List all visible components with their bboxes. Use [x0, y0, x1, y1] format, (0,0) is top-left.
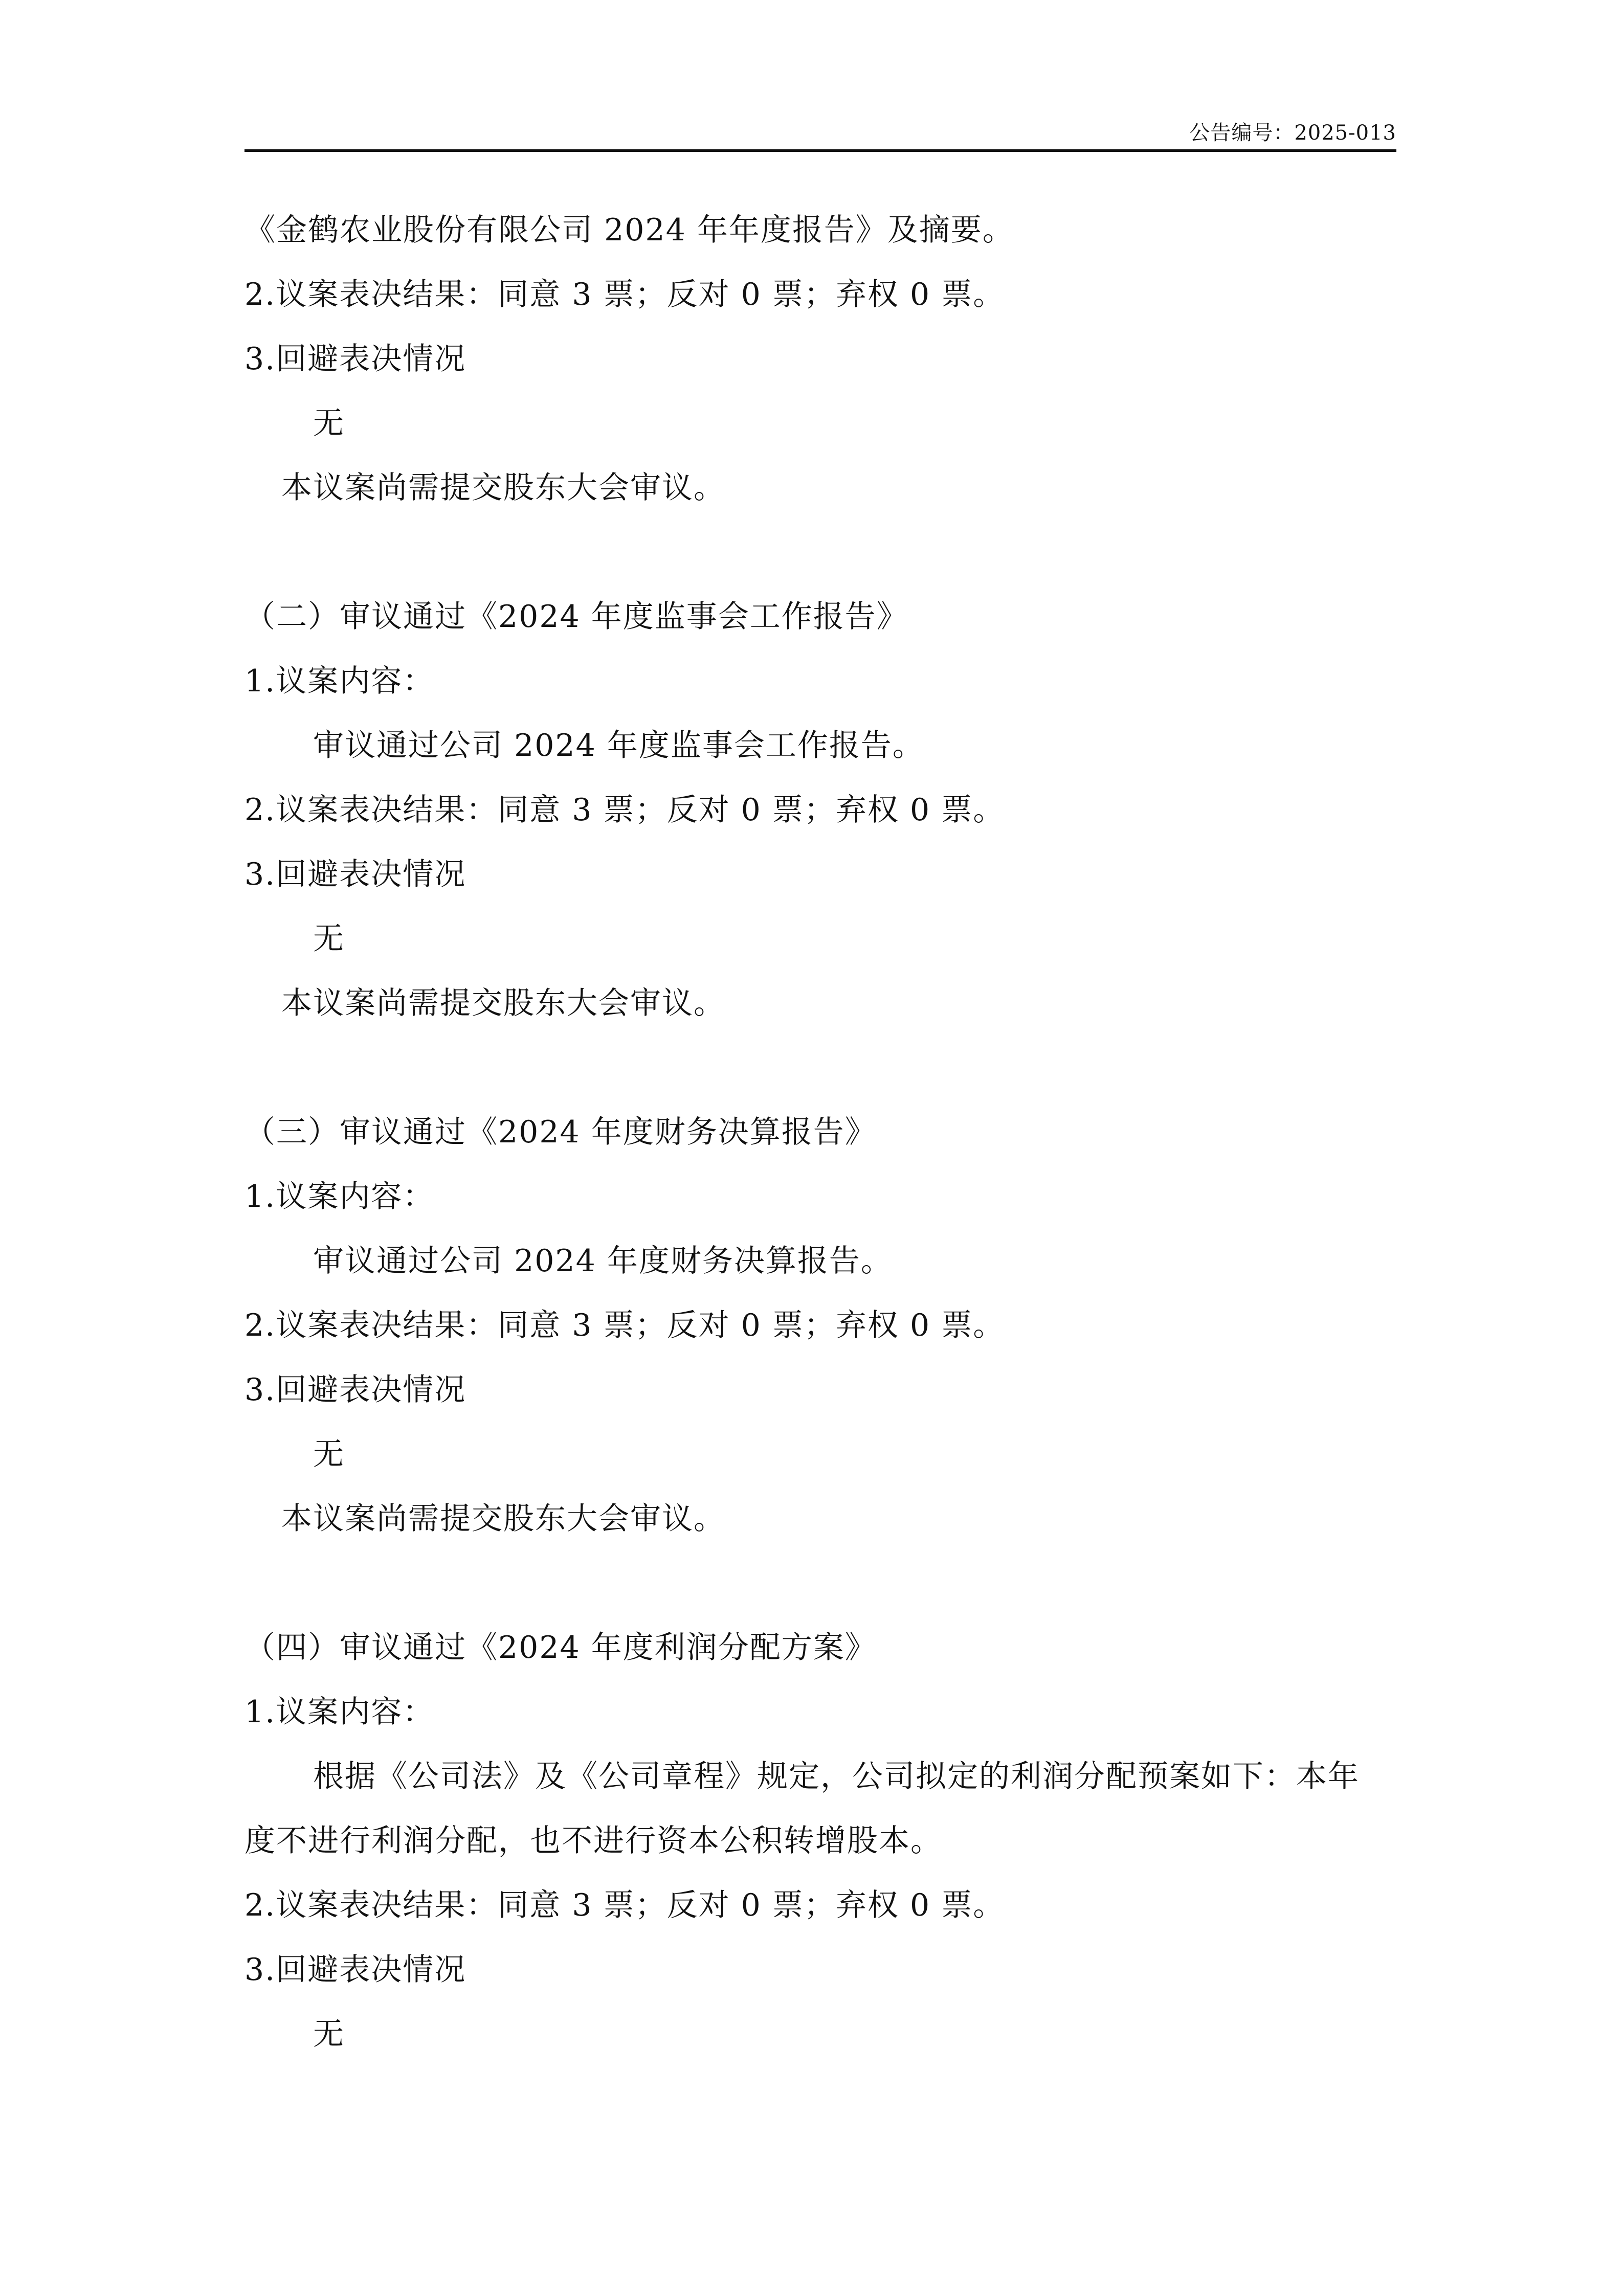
content-heading-4: 1.议案内容：: [244, 1694, 435, 1730]
recusal-value-2: 无: [313, 921, 345, 957]
recusal-value-1: 无: [313, 406, 345, 441]
shareholder-note-2: 本议案尚需提交股东大会审议。: [281, 985, 725, 1021]
vote-result-3: 2.议案表决结果：同意 3 票；反对 0 票；弃权 0 票。: [244, 1308, 1005, 1343]
content-body-4-line-1: 根据《公司法》及《公司章程》规定，公司拟定的利润分配预案如下：本年: [313, 1759, 1360, 1794]
content-heading-3: 1.议案内容：: [244, 1179, 435, 1214]
recusal-value-4: 无: [313, 2016, 345, 2052]
header-divider: [244, 149, 1396, 152]
content-body-3: 审议通过公司 2024 年度财务决算报告。: [313, 1243, 893, 1279]
section-heading-2: （二）审议通过《2024 年度监事会工作报告》: [244, 599, 908, 635]
report-title-continuation: 《金鹤农业股份有限公司 2024 年年度报告》及摘要。: [244, 212, 1014, 248]
section-heading-4: （四）审议通过《2024 年度利润分配方案》: [244, 1630, 877, 1665]
shareholder-note-3: 本议案尚需提交股东大会审议。: [281, 1501, 725, 1537]
section-heading-3: （三）审议通过《2024 年度财务决算报告》: [244, 1114, 877, 1150]
content-body-2: 审议通过公司 2024 年度监事会工作报告。: [313, 728, 924, 763]
recusal-heading-4: 3.回避表决情况: [244, 1952, 466, 1988]
recusal-heading-2: 3.回避表决情况: [244, 857, 466, 892]
vote-result-2: 2.议案表决结果：同意 3 票；反对 0 票；弃权 0 票。: [244, 792, 1005, 828]
shareholder-note-1: 本议案尚需提交股东大会审议。: [281, 470, 725, 506]
recusal-heading-1: 3.回避表决情况: [244, 341, 466, 377]
vote-result-4: 2.议案表决结果：同意 3 票；反对 0 票；弃权 0 票。: [244, 1887, 1005, 1923]
content-body-4-line-2: 度不进行利润分配，也不进行资本公积转增股本。: [244, 1823, 942, 1859]
vote-result-1: 2.议案表决结果：同意 3 票；反对 0 票；弃权 0 票。: [244, 277, 1005, 312]
page-header: [244, 111, 1396, 152]
announcement-number: 公告编号：2025-013: [1189, 121, 1396, 145]
content-heading-2: 1.议案内容：: [244, 663, 435, 699]
recusal-heading-3: 3.回避表决情况: [244, 1372, 466, 1408]
recusal-value-3: 无: [313, 1436, 345, 1472]
